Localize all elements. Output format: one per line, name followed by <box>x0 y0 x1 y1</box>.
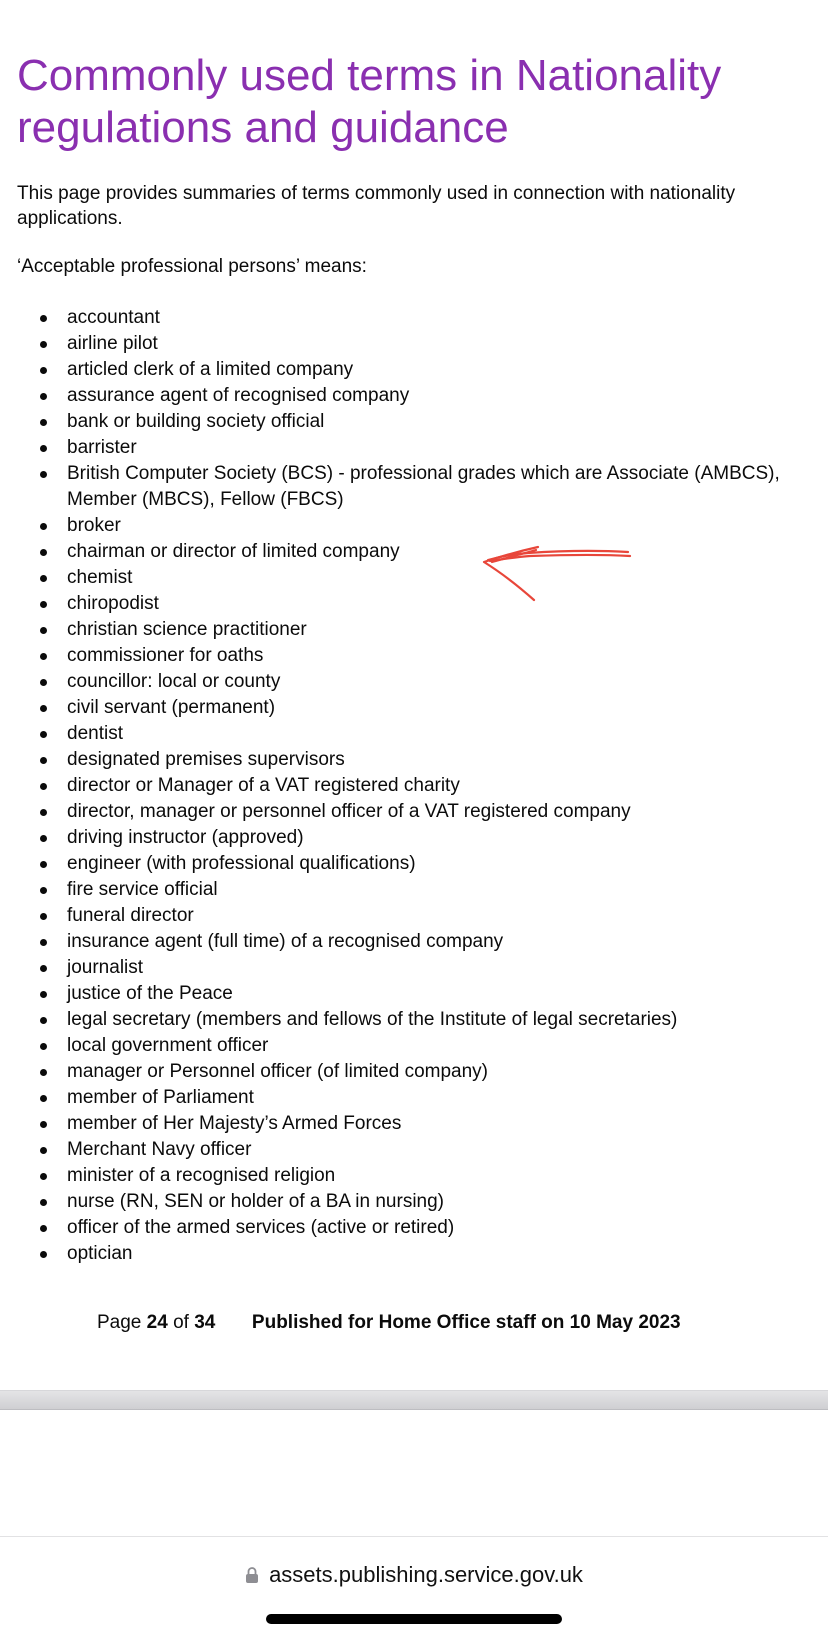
list-item: commissioner for oaths <box>17 643 807 669</box>
list-item: articled clerk of a limited company <box>17 357 807 383</box>
list-item: legal secretary (members and fellows of the Institute of legal secretaries) <box>17 1007 807 1033</box>
intro-paragraph: This page provides summaries of terms commonly used in connection with nationality applications. <box>17 183 736 229</box>
list-lead-text: ‘Acceptable professional persons’ means: <box>17 256 367 277</box>
list-item: member of Parliament <box>17 1085 807 1111</box>
list-item: manager or Personnel officer (of limited company) <box>17 1059 807 1085</box>
list-item: dentist <box>17 721 807 747</box>
list-item: justice of the Peace <box>17 981 807 1007</box>
page-total: 34 <box>194 1312 216 1333</box>
browser-bottom-bar <box>0 1536 828 1630</box>
page-number: 24 <box>146 1312 168 1333</box>
list-item: minister of a recognised religion <box>17 1163 807 1189</box>
list-item: member of Her Majesty’s Armed Forces <box>17 1111 807 1137</box>
hand-drawn-arrow-icon <box>478 542 638 622</box>
blank-area <box>0 1410 828 1536</box>
list-item: British Computer Society (BCS) - professional grades which are Associate (AMBCS), Member (MBCS), Fellow (FBCS) <box>17 461 807 513</box>
list-item: engineer (with professional qualifications) <box>17 851 807 877</box>
list-item: director, manager or personnel officer of a VAT registered company <box>17 799 807 825</box>
list-item: optician <box>17 1241 807 1267</box>
page-separator <box>0 1390 828 1410</box>
list-item: bank or building society official <box>17 409 807 435</box>
list-item: officer of the armed services (active or retired) <box>17 1215 807 1241</box>
terms-list <box>17 305 807 1267</box>
list-item: director or Manager of a VAT registered charity <box>17 773 807 799</box>
list-item: chemist <box>17 565 807 591</box>
list-item: civil servant (permanent) <box>17 695 807 721</box>
list-item: insurance agent (full time) of a recognised company <box>17 929 807 955</box>
list-item: chiropodist <box>17 591 807 617</box>
list-item: nurse (RN, SEN or holder of a BA in nursing) <box>17 1189 807 1215</box>
home-indicator[interactable] <box>266 1614 562 1624</box>
of-word: of <box>173 1312 189 1333</box>
page-word: Page <box>97 1312 142 1333</box>
page-title: Commonly used terms in Nationality regulations and guidance <box>17 51 722 152</box>
list-item: Merchant Navy officer <box>17 1137 807 1163</box>
list-item: assurance agent of recognised company <box>17 383 807 409</box>
list-item: local government officer <box>17 1033 807 1059</box>
list-item: accountant <box>17 305 807 331</box>
list-item: driving instructor (approved) <box>17 825 807 851</box>
list-item: barrister <box>17 435 807 461</box>
list-item: airline pilot <box>17 331 807 357</box>
page-footer <box>97 1310 681 1335</box>
address-bar[interactable] <box>0 1561 828 1589</box>
list-item: broker <box>17 513 807 539</box>
published-note: Published for Home Office staff on 10 May 2023 <box>251 1312 681 1333</box>
list-item: fire service official <box>17 877 807 903</box>
list-item: christian science practitioner <box>17 617 807 643</box>
list-item: councillor: local or county <box>17 669 807 695</box>
url-text: assets.publishing.service.gov.uk <box>269 1562 583 1587</box>
list-item: journalist <box>17 955 807 981</box>
lock-icon <box>245 1566 259 1584</box>
list-item: designated premises supervisors <box>17 747 807 773</box>
list-item: funeral director <box>17 903 807 929</box>
list-item: chairman or director of limited company <box>17 539 807 565</box>
